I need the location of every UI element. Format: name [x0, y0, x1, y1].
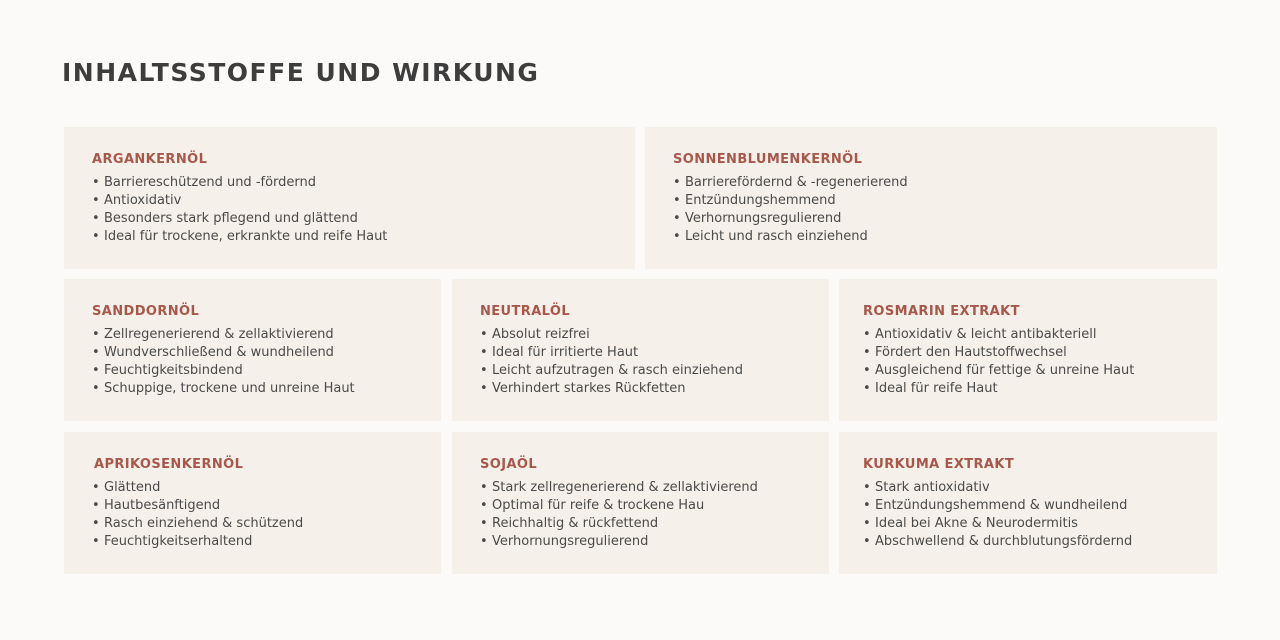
page-title: INHALTSSTOFFE UND WIRKUNG — [62, 58, 540, 87]
card-sojaoel — [452, 432, 829, 574]
benefit-list — [480, 326, 829, 398]
list-item: • Stark zellregenerierend & zellaktivierend — [480, 479, 829, 497]
list-item: • Stark antioxidativ — [863, 479, 1217, 497]
list-item: • Barrierefördernd & -regenerierend — [673, 174, 1217, 192]
benefit-list — [863, 326, 1217, 398]
card-rosmarin-extrakt — [839, 279, 1217, 421]
list-item: • Zellregenerierend & zellaktivierend — [92, 326, 441, 344]
card-title: SANDDORNÖL — [92, 304, 200, 319]
list-item: • Besonders stark pflegend und glättend — [92, 210, 635, 228]
list-item: • Feuchtigkeitserhaltend — [92, 533, 441, 551]
list-item: • Entzündungshemmend & wundheilend — [863, 497, 1217, 515]
card-title: KURKUMA EXTRAKT — [863, 457, 1015, 472]
benefit-list — [673, 174, 1217, 246]
benefit-list — [92, 479, 441, 551]
list-item: • Entzündungshemmend — [673, 192, 1217, 210]
list-item: • Feuchtigkeitsbindend — [92, 362, 441, 380]
list-item: • Optimal für reife & trockene Hau — [480, 497, 829, 515]
card-title: ARGANKERNÖL — [92, 152, 208, 167]
list-item: • Ideal bei Akne & Neurodermitis — [863, 515, 1217, 533]
list-item: • Antioxidativ & leicht antibakteriell — [863, 326, 1217, 344]
benefit-list — [92, 326, 441, 398]
list-item: • Verhornungsregulierend — [673, 210, 1217, 228]
list-item: • Hautbesänftigend — [92, 497, 441, 515]
list-item: • Ideal für trockene, erkrankte und reife Haut — [92, 228, 635, 246]
list-item: • Abschwellend & durchblutungsfördernd — [863, 533, 1217, 551]
card-title: ROSMARIN EXTRAKT — [863, 304, 1020, 319]
list-item: • Barriereschützend und -fördernd — [92, 174, 635, 192]
list-item: • Fördert den Hautstoffwechsel — [863, 344, 1217, 362]
list-item: • Ideal für irritierte Haut — [480, 344, 829, 362]
card-aprikosenkernoel — [64, 432, 441, 574]
list-item: • Schuppige, trockene und unreine Haut — [92, 380, 441, 398]
card-title: SOJAÖL — [480, 457, 538, 472]
list-item: • Glättend — [92, 479, 441, 497]
benefit-list — [480, 479, 829, 551]
benefit-list — [863, 479, 1217, 551]
card-sanddornoel — [64, 279, 441, 421]
card-sonnenblumenkernoel — [645, 127, 1217, 269]
list-item: • Reichhaltig & rückfettend — [480, 515, 829, 533]
list-item: • Verhindert starkes Rückfetten — [480, 380, 829, 398]
list-item: • Leicht aufzutragen & rasch einziehend — [480, 362, 829, 380]
list-item: • Ideal für reife Haut — [863, 380, 1217, 398]
card-neutraloel — [452, 279, 829, 421]
card-title: APRIKOSENKERNÖL — [94, 457, 244, 472]
list-item: • Rasch einziehend & schützend — [92, 515, 441, 533]
benefit-list — [92, 174, 635, 246]
list-item: • Verhornungsregulierend — [480, 533, 829, 551]
list-item: • Absolut reizfrei — [480, 326, 829, 344]
list-item: • Ausgleichend für fettige & unreine Haut — [863, 362, 1217, 380]
list-item: • Leicht und rasch einziehend — [673, 228, 1217, 246]
card-title: NEUTRALÖL — [480, 304, 571, 319]
list-item: • Wundverschließend & wundheilend — [92, 344, 441, 362]
card-argankernoel — [64, 127, 635, 269]
list-item: • Antioxidativ — [92, 192, 635, 210]
card-kurkuma-extrakt — [839, 432, 1217, 574]
card-title: SONNENBLUMENKERNÖL — [673, 152, 863, 167]
